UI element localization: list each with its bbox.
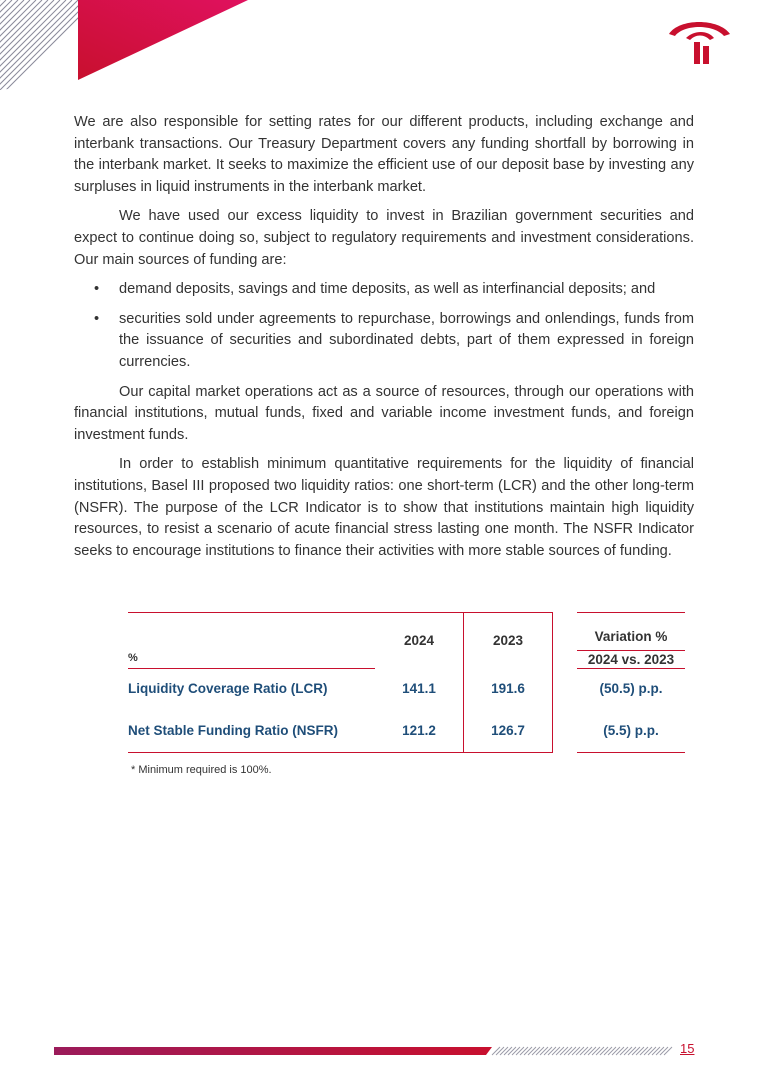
liquidity-ratios-table <box>128 612 688 753</box>
list-item: • demand deposits, savings and time deposits, as well as interfinancial deposits; and <box>74 279 694 301</box>
bullet-icon: • <box>94 310 100 327</box>
cell-lcr-2024: 141.1 <box>375 669 464 709</box>
table-row <box>128 709 685 753</box>
cell-lcr-variation: (50.5) p.p. <box>599 681 663 697</box>
header-variation-sub: 2024 vs. 2023 <box>577 651 685 669</box>
body-text <box>74 112 694 570</box>
table-footnote: * Minimum required is 100%. <box>131 764 272 776</box>
paragraph-capital-market: Our capital market operations act as a source of resources, through our operations with financial institutions, mutual funds, fixed and variable income investment funds, and foreign investment funds. <box>74 383 694 443</box>
cell-lcr-2023: 191.6 <box>464 669 553 709</box>
footer-decoration <box>54 1045 674 1057</box>
funding-sources-list <box>74 279 694 373</box>
page-number: 15 <box>680 1041 695 1056</box>
cell-nsfr-variation: (5.5) p.p. <box>577 709 685 753</box>
unit-label: % <box>128 651 375 669</box>
header-decoration <box>0 0 250 90</box>
bradesco-logo-icon <box>664 16 734 66</box>
list-item: • securities sold under agreements to repurchase, borrowings and onlendings, funds from the issuance of securities and subordinated debts, part of them expressed in foreign currencies. <box>94 310 694 370</box>
header-2023: 2023 <box>464 613 553 669</box>
cell-nsfr-2023: 126.7 <box>464 709 553 753</box>
paragraph-excess-liquidity: We have used our excess liquidity to invest in Brazilian government securities and expect to continue doing so, subject to regulatory requirements and investment considerations. Our main sources of funding are: <box>74 208 694 268</box>
row-label-nsfr: Net Stable Funding Ratio (NSFR) <box>128 709 375 753</box>
header-variation: Variation % <box>577 613 685 651</box>
table-row <box>128 669 685 709</box>
header-2024: 2024 <box>375 613 464 669</box>
paragraph-treasury: We are also responsible for setting rates for our different products, including exchange and interbank transactions. Our Treasury Department covers any funding shortfall by borrowing in the interbank market. It seeks to maximize the efficient use of our deposit base by investing any surpluses in liquid instruments in the interbank market. <box>74 114 694 195</box>
paragraph-basel-iii: In order to establish minimum quantitative requirements for the liquidity of financial institutions, Basel III proposed two liquidity ratios: one short-term (LCR) and the other long-term (NSFR). The purpose of the LCR Indicator is to show that institutions maintain high liquidity resources, to resist a scenario of acute financial stress lasting one month. The NSFR Indicator seeks to encourage institutions to finance their activities with more stable sources of funding. <box>74 456 694 559</box>
cell-nsfr-2024: 121.2 <box>375 709 464 753</box>
row-label-lcr: Liquidity Coverage Ratio (LCR) <box>128 681 328 697</box>
bullet-icon: • <box>94 281 100 298</box>
